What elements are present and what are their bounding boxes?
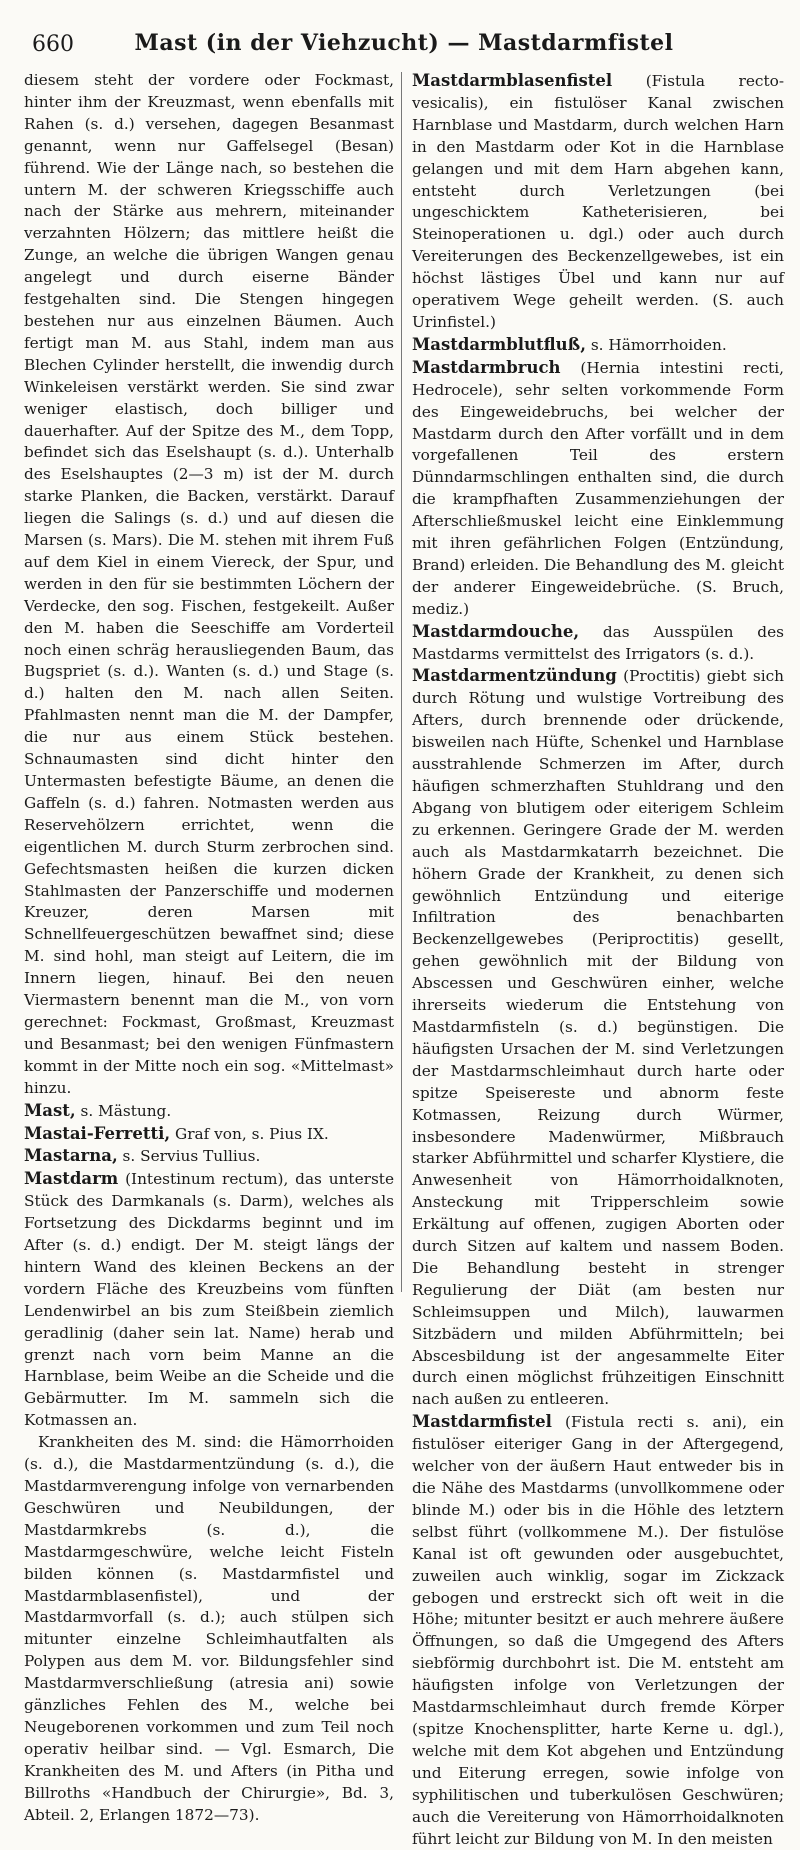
entry-mastdarmdouche [412,621,784,666]
headword: Mastarna, [24,1146,118,1166]
entry-text: s. Mästung. [75,1101,172,1120]
headword: Mast, [24,1100,76,1120]
entry-text: (Fistula recto-vesicalis), ein fistulöser Kanal zwischen Harnblase und Mastdarm, durch welchen Harn in den Mastdarm oder Kot in die Harnblase gelangen und mit dem Harn abgehen kann, entsteht durch Verletzungen (bei ungeschicktem Katheterisieren, bei Steinoperationen u. dgl.) oder auch durch Vereiterungen des Beckenzellgewebes, ist ein höchst lästiges Übel und kann nur auf operativem Wege geheilt werden. (S. auch Urinfistel.) [412,72,784,331]
page-title: Mast (in der Viehzucht) — Mastdarmfistel [134,30,674,56]
entry-mastdarmfistel [412,1411,784,1850]
left-column [24,70,394,1827]
entry-text: s. Servius Tullius. [117,1147,261,1166]
entry-mast [24,1100,394,1123]
entry-mastdarmentzuendung [412,665,784,1411]
entry-mastai-ferretti [24,1123,394,1146]
entry-mastdarmblutfluss [412,334,784,357]
entry-text: s. Hämorrhoiden. [585,335,727,354]
headword: Mastdarmentzündung [412,666,617,686]
right-column [412,70,784,1850]
entry-text: Graf von, s. Pius IX. [170,1124,329,1143]
entry-text: (Hernia intestini recti, Hedrocele), sehr selten vorkommende Form des Eingeweidebruchs, bei welcher der Mastdarm durch den After vorfällt und in dem vorgefallenen Teil des erstern Dünndarmschlingen enthalten sind, die durch die krampfhaften Zusammenziehungen der Afterschließmuskel leicht eine Einklemmung mit ihren gefährlichen Folgen (Entzündung, Brand) erleiden. Die Behandlung des M. gleicht der anderer Eingeweidebrüche. (S. Bruch, mediz.) [412,358,784,618]
headword: Mastdarmblasenfistel [412,71,613,90]
column-divider [401,72,402,1292]
entry-mastdarm [24,1168,394,1432]
headword: Mastai-Ferretti, [24,1123,171,1143]
entry-mastdarmblasenfistel [412,70,784,334]
headword: Mastdarm [24,1169,119,1189]
entry-text: (Intestinum rectum), das unterste Stück des Darmkanals (s. Darm), welches als Fortsetzung des Dickdarms beginnt und im After (s. d.) endigt. Der M. steigt längs der hintern Wand des kleinen Beckens an der vordern Fläche des Kreuzbeins vom fünften Lendenwirbel an bis zum Steißbein ziemlich geradlinig (daher sein lat. Name) herab und grenzt nach vorn beim Manne an die Harnblase, beim Weibe an die Scheide und die Gebärmutter. Im M. sammeln sich die Kotmassen an. [24,1170,394,1430]
entry-text: (Proctitis) giebt sich durch Rötung und wulstige Vortreibung des Afters, durch brennende oder drückende, bisweilen nach Hüfte, Schenkel und Harnblase ausstrahlende Schmerzen im After, durch häufigen schmerzhaften Stuhldrang und den Abgang von blutigem oder eiterigem Schleim zu erkennen. Geringere Grade der M. werden auch als Mastdarmkatarrh bezeichnet. Die höhern Grade der Krankheit, zu denen sich gewöhnlich Entzündung und eiterige Infiltration des benachbarten Beckenzellgewebes (Periproctitis) gesellt, gehen gewöhnlich mit der Bildung von Abscessen und Geschwüren einher, welche ihrerseits wiederum die Entstehung von Mastdarmfisteln (s. d.) begünstigen. Die häufigsten Ursachen der M. sind Verletzungen der Mastdarmschleimhaut durch harte oder spitze Speisereste und abnorm feste Kotmassen, Reizung durch Würmer, insbesondere Madenwürmer, Mißbrauch starker Abführmittel und scharfer Klystiere, die Anwesenheit von Hämorrhoidalknoten, Ansteckung mit Tripperschleim sowie Erkältung auf offenen, zugigen Aborten oder durch Sitzen auf kaltem und nassem Boden. Die Behandlung besteht in strenger Regulierung der Diät (am besten nur Schleimsuppen und Milch), lauwarmen Sitzbädern und milden Abführmitteln; bei Abscesbildung ist der angesammelte Eiter durch einen möglichst frühzeitigen Einschnitt nach außen zu entleeren. [412,667,784,1409]
page-header [28,22,780,62]
entry-mastdarmbruch [412,357,784,621]
entry-mastarna [24,1145,394,1168]
headword: Mastdarmdouche, [412,621,580,641]
page-number: 660 [32,32,74,57]
entry-mast-continued: diesem steht der vordere oder Fockmast, hinter ihm der Kreuzmast, wenn ebenfalls mit Rahen (s. d.) versehen, dagegen Besanmast genannt, wenn nur Gaffelsegel (Besan) führend. Wie der Länge nach, so bestehen die untern M. der schweren Kriegsschiffe auch nach der Stärke aus mehrern, miteinander verzahnten Hölzern; das mittlere heißt die Zunge, an welche die übrigen Wangen genau angelegt und durch eiserne Bänder festgehalten sind. Die Stengen hingegen bestehen nur aus einzelnen Bäumen. Auch fertigt man M. aus Stahl, indem man aus Blechen Cylinder herstellt, die inwendig durch Winkeleisen verstärkt werden. Sie sind zwar weniger elastisch, doch billiger und dauerhafter. Auf der Spitze des M., dem Topp, befindet sich das Eselshaupt (s. d.). Unterhalb des Eselshauptes (2—3 m) ist der M. durch starke Planken, die Backen, verstärkt. Darauf liegen die Salings (s. d.) und auf diesen die Marsen (s. Mars). Die M. stehen mit ihrem Fuß auf dem Kiel in einem Viereck, der Spur, und werden in den für sie bestimmten Löchern der Verdecke, den sog. Fischen, festgekeilt. Außer den M. haben die Seeschiffe am Vorderteil noch einen schräg herausliegenden Baum, das Bugspriet (s. d.). Wanten (s. d.) und Stage (s. d.) halten den M. nach allen Seiten. Pfahlmasten nennt man die M. der Dampfer, die nur aus einem Stück bestehen. Schnaumasten sind dicht hinter den Untermasten befestigte Bäume, an denen die Gaffeln (s. d.) fahren. Notmasten werden aus Reservehölzern errichtet, wenn die eigentlichen M. durch Sturm zerbrochen sind. Gefechtsmasten heißen die kurzen dicken Stahlmasten der Panzerschiffe und modernen Kreuzer, deren Marsen mit Schnellfeuergeschützen bewaffnet sind; diese M. sind hohl, man steigt auf Leitern, die im Innern liegen, hinauf. Bei den neuen Viermastern benennt man die M., von vorn gerechnet: Fockmast, Großmast, Kreuzmast und Besanmast; bei den wenigen Fünfmastern kommt in der Mitte noch ein sog. «Mittelmast» hinzu. [24,71,394,1097]
entry-text: (Fistula recti s. ani), ein fistulöser eiteriger Gang in der Aftergegend, welcher von der äußern Haut entweder bis in die Nähe des Mastdarms (unvollkommene oder blinde M.) oder bis in die Höhle des letztern selbst führt (vollkommene M.). Der fistulöse Kanal ist oft gewunden oder ausgebuchtet, zuweilen auch winklig, sogar im Zickzack gebogen und erstreckt sich oft weit in die Höhe; mitunter besitzt er auch mehrere äußere Öffnungen, so daß die Umgegend des Afters siebförmig durchbohrt ist. Die M. entsteht am häufigsten infolge von Verletzungen der Mastdarmschleimhaut durch fremde Körper (spitze Knochensplitter, harte Kerne u. dgl.), welche mit dem Kot abgehen und Entzündung und Eiterung erregen, sowie infolge von syphilitischen und tuberkulösen Geschwüren; auch die Vereiterung von Hämorrhoidalknoten führt leicht zur Bildung von M. In den meisten [412,1413,784,1848]
headword: Mastdarmfistel [412,1412,552,1432]
headword: Mastdarmblutfluß, [412,334,586,354]
entry-text: das Ausspülen des Mastdarms vermittelst des Irrigators (s. d.). [412,622,784,663]
headword: Mastdarmbruch [412,357,561,377]
entry-mastdarm-krankheiten: Krankheiten des M. sind: die Hämorrhoiden (s. d.), die Mastdarmentzündung (s. d.), die Mastdarmverengung infolge von vernarbenden Geschwüren und Neubildungen, der Mastdarmkrebs (s. d.), die Mastdarmgeschwüre, welche leicht Fisteln bilden können (s. Mastdarmfistel und Mastdarmblasenfistel), und der Mastdarmvorfall (s. d.); auch stülpen sich mitunter einzelne Schleimhautfalten als Polypen aus dem M. vor. Bildungsfehler sind Mastdarmverschließung (atresia ani) sowie gänzliches Fehlen des M., welche bei Neugeborenen vorkommen und zum Teil noch operativ heilbar sind. — Vgl. Esmarch, Die Krankheiten des M. und Afters (in Pitha und Billroths «Handbuch der Chirurgie», Bd. 3, Abteil. 2, Erlangen 1872—73). [24,1433,394,1824]
